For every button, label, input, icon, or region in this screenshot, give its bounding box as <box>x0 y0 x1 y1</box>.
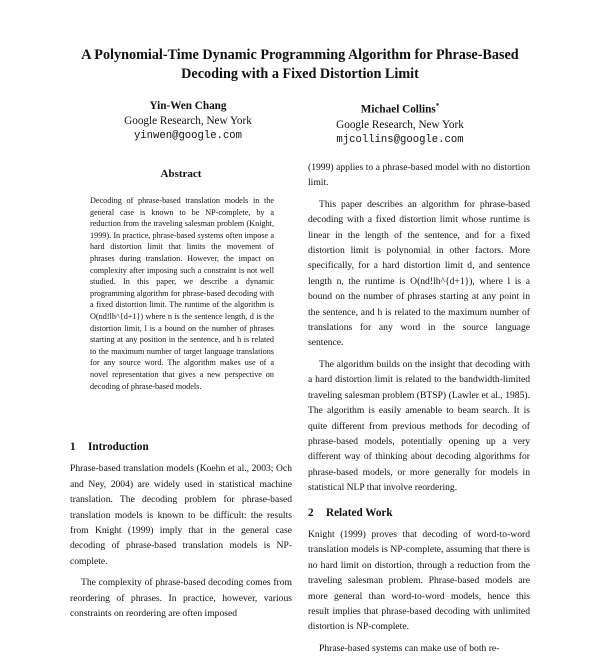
right-column <box>308 160 530 662</box>
title-line-1: A Polynomial-Time Dynamic Programming Algorithm for Phrase-Based <box>81 47 519 63</box>
abstract-text: Decoding of phrase-based translation models in the general case is known to be NP-complete, by a reduction from the traveling salesman problem (Knight, 1999). In practice, phrase-based systems often impose a hard distortion limit that limits the movement of phrases during translation. However, the impact on complexity after imposing such a constraint is not well studied. In this paper, we describe a dynamic programming algorithm for phrase-based decoding with a fixed distortion limit. The runtime of the algorithm is O(nd!lh^{d+1}) where n is the sentence length, d is the distortion limit, l is a bound on the number of phrases starting at any position in the sentence, and h is related to the maximum number of target language translations for any source word. The algorithm makes use of a novel representation that gives a new perspective on decoding of phrase-based models. <box>90 196 274 391</box>
section-heading-introduction <box>70 440 292 455</box>
author-block-2 <box>300 99 500 148</box>
section-title: Introduction <box>88 441 149 453</box>
author-name: Yin-Wen Chang <box>149 100 227 112</box>
continued-paragraph: (1999) applies to a phrase-based model with no distortion limit. <box>308 162 530 189</box>
author-block-1 <box>88 99 288 144</box>
author-email: mjcollins@google.com <box>336 133 464 146</box>
title-line-2: Decoding with a Fixed Distortion Limit <box>181 66 419 82</box>
intro-paragraph-4: The algorithm builds on the insight that decoding with a hard distortion limit is related to the bandwidth-limited traveling salesman problem (BTSP) (Lawler et al., 1985). The algorithm is easily amenable to beam search. It is quite different from previous methods for decoding of phrase-based models, potentially opening up a very different way of thinking about decoding algorithms for phrase-based models, or more generally for models in statistical NLP that involve reordering. <box>308 358 530 494</box>
author-email: yinwen@google.com <box>133 130 243 142</box>
section-heading-related-work <box>308 506 530 521</box>
related-paragraph-2: Phrase-based systems can make use of both re- <box>319 642 500 654</box>
intro-paragraph-1: Phrase-based translation models (Koehn et al., 2003; Och and Ney, 2004) are widely used in statistical machine translation. The decoding problem for phrase-based translation models is known to be difficult: the results from Knight (1999) imply that in the general case decoding of phrase-based translation models is NP-complete. <box>70 463 292 567</box>
left-column <box>70 440 292 627</box>
abstract-heading: Abstract <box>160 168 202 180</box>
author-affiliation: Google Research, New York <box>124 115 252 127</box>
intro-paragraph-3: This paper describes an algorithm for phrase-based decoding with a fixed distortion limit whose runtime is linear in the length of the sentence, and for a fixed distortion limit is polynomial in other factors. More specifically, for a hard distortion limit d, and sentence length n, the runtime is O(nd!lh^{d+1}), where l is a bound on the number of phrases starting at any point in the sentence, and h is related to the maximum number of translations for any word in the source language sentence. <box>308 198 530 349</box>
intro-paragraph-2: The complexity of phrase-based decoding comes from reordering of phrases. In practice, however, various constraints on reordering are often imposed <box>70 577 292 620</box>
section-title: Related Work <box>326 506 393 519</box>
section-number: 1 <box>70 441 76 453</box>
author-footnote-mark: * <box>435 102 440 110</box>
related-paragraph-1: Knight (1999) proves that decoding of word-to-word translation models is NP-complete, assuming that there is no hard limit on distortion, through a reduction from the traveling salesman problem. Phrase-based models are more general than word-to-word models, hence this result implies that phrase-based decoding with unlimited distortion is NP-complete. <box>308 528 530 633</box>
author-name-text: Michael Collins <box>360 103 436 116</box>
author-affiliation: Google Research, New York <box>336 118 464 131</box>
author-name <box>300 99 500 118</box>
section-number: 2 <box>308 506 314 519</box>
paper-title <box>40 46 560 84</box>
